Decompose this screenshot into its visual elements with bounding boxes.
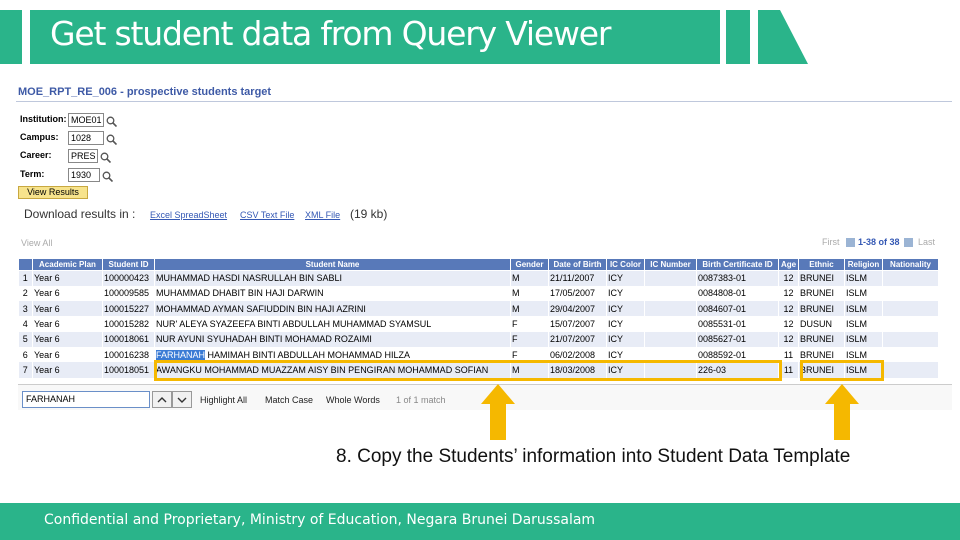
lookup-search-icon[interactable] — [106, 116, 117, 127]
row-count: 1-38 of 38 — [858, 237, 900, 247]
column-header — [19, 259, 33, 271]
table-cell: ISLM — [845, 271, 883, 286]
table-cell: 0088592-01 — [697, 347, 779, 362]
column-header[interactable]: Academic Plan — [33, 259, 103, 271]
lookup-search-icon[interactable] — [100, 152, 111, 163]
table-cell: 100015282 — [103, 316, 155, 331]
campus-input[interactable]: 1028 — [68, 131, 104, 145]
institution-input[interactable]: MOE01 — [68, 113, 104, 127]
table-cell: 0087383-01 — [697, 271, 779, 286]
table-cell: 11 — [779, 362, 799, 377]
student-info-highlight — [154, 360, 782, 381]
column-header[interactable]: Gender — [511, 259, 549, 271]
table-cell: BRUNEI — [799, 347, 845, 362]
title-divider — [16, 101, 952, 102]
table-cell: 21/07/2007 — [549, 332, 607, 347]
view-all-link[interactable]: View All — [21, 238, 53, 248]
highlight-all-toggle[interactable]: Highlight All — [200, 395, 248, 405]
table-cell: 100015227 — [103, 301, 155, 316]
header-accent-left — [0, 10, 22, 64]
table-cell: ICY — [607, 362, 645, 377]
table-cell: 12 — [779, 286, 799, 301]
arrow-up-icon — [481, 384, 515, 440]
column-header[interactable]: Nationality — [883, 259, 939, 271]
table-cell: ISLM — [845, 286, 883, 301]
table-cell: F — [511, 316, 549, 331]
table-cell: Year 6 — [33, 301, 103, 316]
table-row — [19, 332, 939, 347]
arrow-up-icon — [825, 384, 859, 440]
table-cell: M — [511, 362, 549, 377]
table-cell: 18/03/2008 — [549, 362, 607, 377]
table-cell: M — [511, 301, 549, 316]
term-input[interactable]: 1930 — [68, 168, 100, 182]
table-cell: 100016238 — [103, 347, 155, 362]
column-header[interactable]: Religion — [845, 259, 883, 271]
table-cell — [883, 347, 939, 362]
header-accent-square — [726, 10, 750, 64]
table-cell: 4 — [19, 316, 33, 331]
table-cell — [883, 271, 939, 286]
column-header[interactable]: IC Color — [607, 259, 645, 271]
chevron-up-icon — [157, 395, 167, 405]
table-cell: 100000423 — [103, 271, 155, 286]
lookup-search-icon[interactable] — [106, 134, 117, 145]
header-accent-chevron — [758, 10, 808, 64]
table-cell: 226-03 — [697, 362, 779, 377]
table-cell: MUHAMMAD DHABIT BIN HAJI DARWIN — [155, 286, 511, 301]
match-case-toggle[interactable]: Match Case — [265, 395, 314, 405]
table-cell: ICY — [607, 301, 645, 316]
table-cell: ICY — [607, 271, 645, 286]
table-row — [19, 271, 939, 286]
table-cell: ISLM — [845, 347, 883, 362]
column-header[interactable]: IC Number — [645, 259, 697, 271]
table-cell: 15/07/2007 — [549, 316, 607, 331]
prev-page-icon[interactable] — [846, 238, 855, 247]
table-cell — [645, 301, 697, 316]
excel-download-link[interactable]: Excel SpreadSheet — [150, 210, 228, 220]
table-cell: NUR AYUNI SYUHADAH BINTI MOHAMAD ROZAIMI — [155, 332, 511, 347]
first-page-link[interactable]: First — [822, 237, 840, 247]
table-cell: 17/05/2007 — [549, 286, 607, 301]
column-header[interactable]: Student Name — [155, 259, 511, 271]
table-cell: 12 — [779, 301, 799, 316]
slide-title: Get student data from Query Viewer — [50, 14, 611, 53]
table-row — [19, 286, 939, 301]
prompt-label-term: Term: — [20, 169, 45, 179]
table-cell: DUSUN — [799, 316, 845, 331]
table-cell — [883, 362, 939, 377]
table-row — [19, 301, 939, 316]
table-header-row — [19, 259, 939, 271]
table-cell: 0085627-01 — [697, 332, 779, 347]
table-cell: BRUNEI — [799, 362, 845, 377]
table-cell — [645, 332, 697, 347]
prompt-label-campus: Campus: — [20, 132, 59, 142]
table-cell — [645, 286, 697, 301]
download-size: (19 kb) — [350, 207, 388, 221]
find-match-status: 1 of 1 match — [396, 395, 446, 405]
table-cell: ISLM — [845, 362, 883, 377]
whole-words-toggle[interactable]: Whole Words — [326, 395, 380, 405]
footer-text: Confidential and Proprietary, Ministry of Education, Negara Brunei Darussalam — [44, 512, 596, 528]
xml-download-link[interactable]: XML File — [305, 210, 341, 220]
table-cell — [883, 286, 939, 301]
table-cell: 0084808-01 — [697, 286, 779, 301]
column-header[interactable]: Birth Certificate ID — [697, 259, 779, 271]
column-header[interactable]: Student ID — [103, 259, 155, 271]
find-next-button[interactable] — [172, 391, 192, 408]
table-cell: 100009585 — [103, 286, 155, 301]
prompt-label-institution: Institution: — [20, 114, 67, 124]
table-cell: MOHAMMAD AYMAN SAFIUDDIN BIN HAJI AZRINI — [155, 301, 511, 316]
table-cell — [883, 332, 939, 347]
table-cell: ISLM — [845, 332, 883, 347]
table-cell: F — [511, 347, 549, 362]
table-cell: Year 6 — [33, 347, 103, 362]
table-cell: 0084607-01 — [697, 301, 779, 316]
csv-download-link[interactable]: CSV Text File — [240, 210, 295, 220]
table-cell: 1 — [19, 271, 33, 286]
table-cell: FARHANAH HAMIMAH BINTI ABDULLAH MOHAMMAD HILZA — [155, 347, 511, 362]
table-cell: 21/11/2007 — [549, 271, 607, 286]
find-previous-button[interactable] — [152, 391, 172, 408]
table-cell: 7 — [19, 362, 33, 377]
table-cell: BRUNEI — [799, 301, 845, 316]
table-cell — [645, 316, 697, 331]
report-title: MOE_RPT_RE_006 - prospective students target — [18, 86, 272, 98]
table-cell: 12 — [779, 332, 799, 347]
prompt-label-career: Career: — [20, 150, 52, 160]
table-cell: 12 — [779, 271, 799, 286]
find-input[interactable]: FARHANAH — [22, 391, 150, 408]
last-page-link[interactable]: Last — [918, 237, 936, 247]
table-cell: 2 — [19, 286, 33, 301]
table-cell: 100018061 — [103, 332, 155, 347]
column-header[interactable]: Date of Birth — [549, 259, 607, 271]
table-cell: 5 — [19, 332, 33, 347]
table-row — [19, 316, 939, 331]
table-cell — [645, 271, 697, 286]
table-cell: ICY — [607, 347, 645, 362]
column-header[interactable]: Age — [779, 259, 799, 271]
table-cell: 06/02/2008 — [549, 347, 607, 362]
table-cell: 6 — [19, 347, 33, 362]
table-cell: 29/04/2007 — [549, 301, 607, 316]
table-cell: NUR' ALEYA SYAZEEFA BINTI ABDULLAH MUHAMMAD SYAMSUL — [155, 316, 511, 331]
find-highlight: FARHANAH — [156, 349, 206, 360]
table-cell: F — [511, 332, 549, 347]
table-cell: M — [511, 271, 549, 286]
next-page-icon[interactable] — [904, 238, 913, 247]
table-cell: BRUNEI — [799, 286, 845, 301]
table-cell: Year 6 — [33, 316, 103, 331]
table-cell — [883, 316, 939, 331]
lookup-search-icon[interactable] — [102, 171, 113, 182]
table-cell: ICY — [607, 316, 645, 331]
table-cell: Year 6 — [33, 362, 103, 377]
table-cell: Year 6 — [33, 271, 103, 286]
table-cell: Year 6 — [33, 332, 103, 347]
career-input[interactable]: PRES — [68, 149, 98, 163]
ethnic-religion-highlight — [800, 360, 884, 381]
table-cell: ISLM — [845, 301, 883, 316]
chevron-down-icon — [177, 395, 187, 405]
table-cell — [883, 301, 939, 316]
download-label: Download results in : — [24, 207, 136, 221]
table-cell: Year 6 — [33, 286, 103, 301]
table-cell: 12 — [779, 316, 799, 331]
table-cell: 0085531-01 — [697, 316, 779, 331]
view-results-button[interactable]: View Results — [18, 186, 88, 199]
table-cell: 11 — [779, 347, 799, 362]
table-cell: MUHAMMAD HASDI NASRULLAH BIN SABLI — [155, 271, 511, 286]
table-cell: ICY — [607, 332, 645, 347]
column-header[interactable]: Ethnic — [799, 259, 845, 271]
instruction-caption: 8. Copy the Students’ information into Student Data Template — [336, 446, 851, 467]
table-cell: 3 — [19, 301, 33, 316]
table-cell: AWANGKU MOHAMMAD MUAZZAM AISY BIN PENGIRAN MOHAMMAD SOFIAN — [155, 362, 511, 377]
table-cell: M — [511, 286, 549, 301]
table-cell: ICY — [607, 286, 645, 301]
table-cell: ISLM — [845, 316, 883, 331]
table-cell: 100018051 — [103, 362, 155, 377]
table-cell: BRUNEI — [799, 332, 845, 347]
table-cell: BRUNEI — [799, 271, 845, 286]
